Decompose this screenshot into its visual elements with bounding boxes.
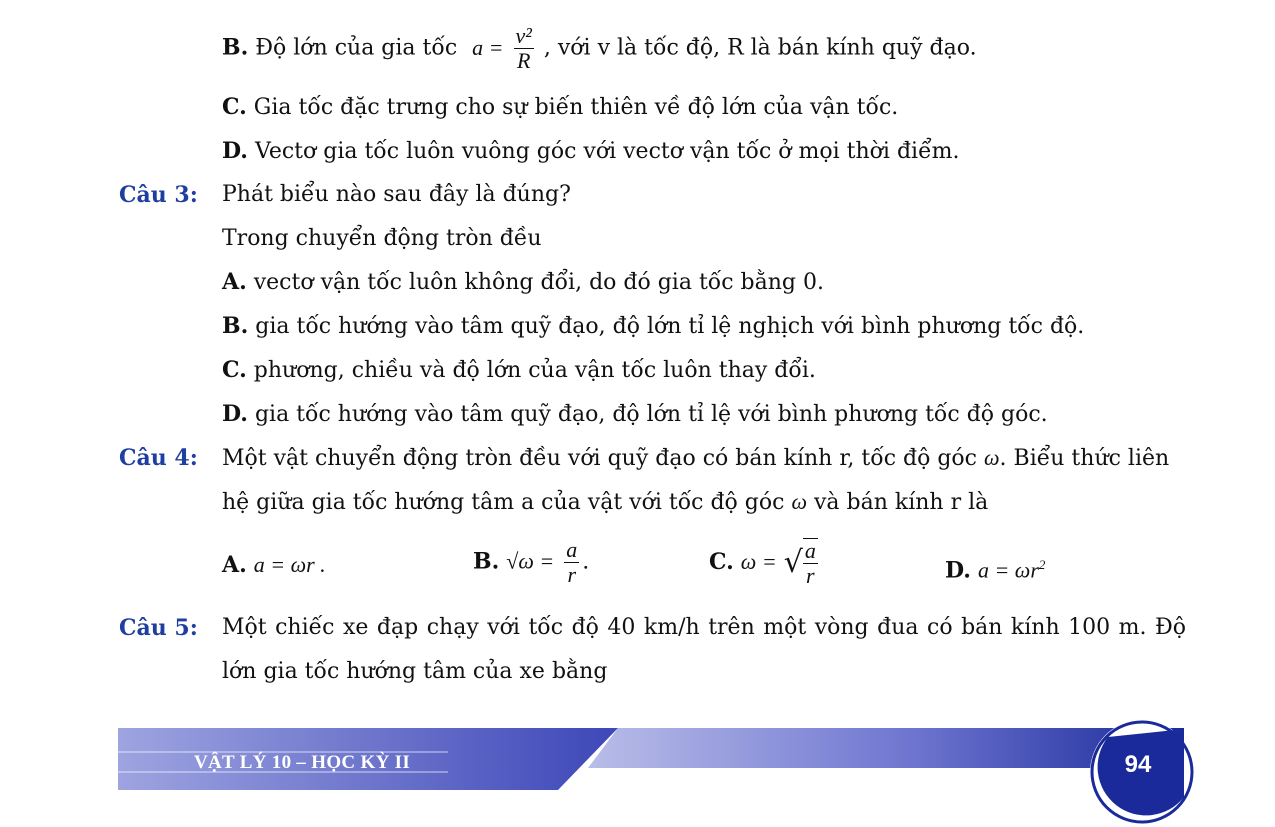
option-label: A.: [222, 552, 247, 578]
option-label: C.: [222, 94, 247, 120]
option-text: Độ lớn của gia tốc: [255, 35, 458, 61]
question-4-stem-line1: [222, 444, 1169, 473]
formula-fraction: [803, 538, 818, 588]
option-label: D.: [945, 557, 971, 584]
option-text: Gia tốc đặc trưng cho sự biến thiên về độ lớn của vận tốc.: [253, 95, 899, 120]
sqrt-icon: √: [783, 545, 803, 580]
option-label: C.: [709, 549, 734, 575]
question-5-stem-line2: lớn gia tốc hướng tâm của xe bằng: [222, 659, 608, 684]
question-5-stem-line1: Một chiếc xe đạp chạy với tốc độ 40 km/h trên một vòng đua có bán kính 100 m. Độ: [222, 615, 1186, 640]
omega-symbol: ω: [791, 489, 807, 514]
option-text-tail: , với v là tốc độ, R là bán kính quỹ đạo.: [543, 35, 977, 61]
q2-option-c: [222, 93, 898, 122]
q3-option-c: [222, 356, 816, 385]
option-text: Vectơ gia tốc luôn vuông góc với vectơ vận tốc ở mọi thời điểm.: [254, 139, 960, 164]
formula-fraction: [514, 24, 534, 73]
stem-text: Một vật chuyển động tròn đều với quỹ đạo có bán kính r, tốc độ góc: [222, 446, 977, 471]
q3-option-d: [222, 400, 1048, 429]
stem-text: hệ giữa gia tốc hướng tâm a của vật với tốc độ góc: [222, 490, 785, 515]
q4-option-d: [945, 551, 1045, 585]
fraction-denominator: r: [806, 563, 815, 588]
fraction-numerator: a: [566, 537, 578, 562]
q3-option-a: [222, 268, 824, 297]
q4-option-c: [709, 538, 821, 588]
stem-text-tail: . Biểu thức liên: [999, 446, 1170, 471]
option-formula: a = ωr .: [253, 552, 326, 577]
option-text: gia tốc hướng vào tâm quỹ đạo, độ lớn tỉ lệ nghịch với bình phương tốc độ.: [255, 314, 1085, 339]
fraction-numerator: v²: [515, 23, 532, 48]
option-label: B.: [222, 313, 249, 339]
formula-exponent: 2: [1038, 557, 1046, 572]
fraction-denominator: R: [516, 48, 531, 73]
q4-option-a: [222, 551, 326, 580]
option-text: phương, chiều và độ lớn của vận tốc luôn thay đổi.: [253, 358, 816, 383]
stem-text-tail: và bán kính r là: [814, 490, 989, 515]
option-text: vectơ vận tốc luôn không đổi, do đó gia tốc bằng 0.: [253, 270, 824, 295]
q4-option-b: [473, 538, 589, 587]
formula-lhs: ω =: [740, 549, 777, 574]
q2-option-d: [222, 137, 959, 166]
question-4-stem-line2: [222, 488, 988, 517]
option-formula: a = ωr: [977, 557, 1039, 583]
question-4-label: Câu 4:: [119, 445, 198, 471]
q3-option-b: [222, 312, 1084, 341]
page-number: 94: [1124, 751, 1152, 778]
option-label: D.: [222, 401, 248, 427]
fraction-numerator: a: [804, 538, 816, 563]
question-3-stem-2: Trong chuyển động tròn đều: [222, 226, 542, 251]
option-label: A.: [222, 269, 247, 295]
formula-lhs: a =: [472, 34, 504, 60]
option-label: B.: [222, 34, 249, 61]
formula-tail: .: [582, 549, 590, 575]
question-3-stem: Phát biểu nào sau đây là đúng?: [222, 182, 571, 207]
question-5-label: Câu 5:: [119, 615, 198, 641]
formula-fraction: [564, 538, 579, 587]
q2-option-b: [222, 24, 977, 73]
option-label: D.: [222, 138, 248, 164]
footer-title: VẬT LÝ 10 – HỌC KỲ II: [194, 752, 411, 773]
fraction-denominator: r: [567, 562, 576, 587]
omega-symbol: ω: [984, 445, 1000, 470]
formula-lhs: √ω =: [506, 548, 555, 574]
option-label: B.: [473, 548, 500, 575]
option-text: gia tốc hướng vào tâm quỹ đạo, độ lớn tỉ lệ với bình phương tốc độ góc.: [254, 402, 1048, 427]
option-label: C.: [222, 357, 247, 383]
question-3-label: Câu 3:: [119, 182, 198, 208]
